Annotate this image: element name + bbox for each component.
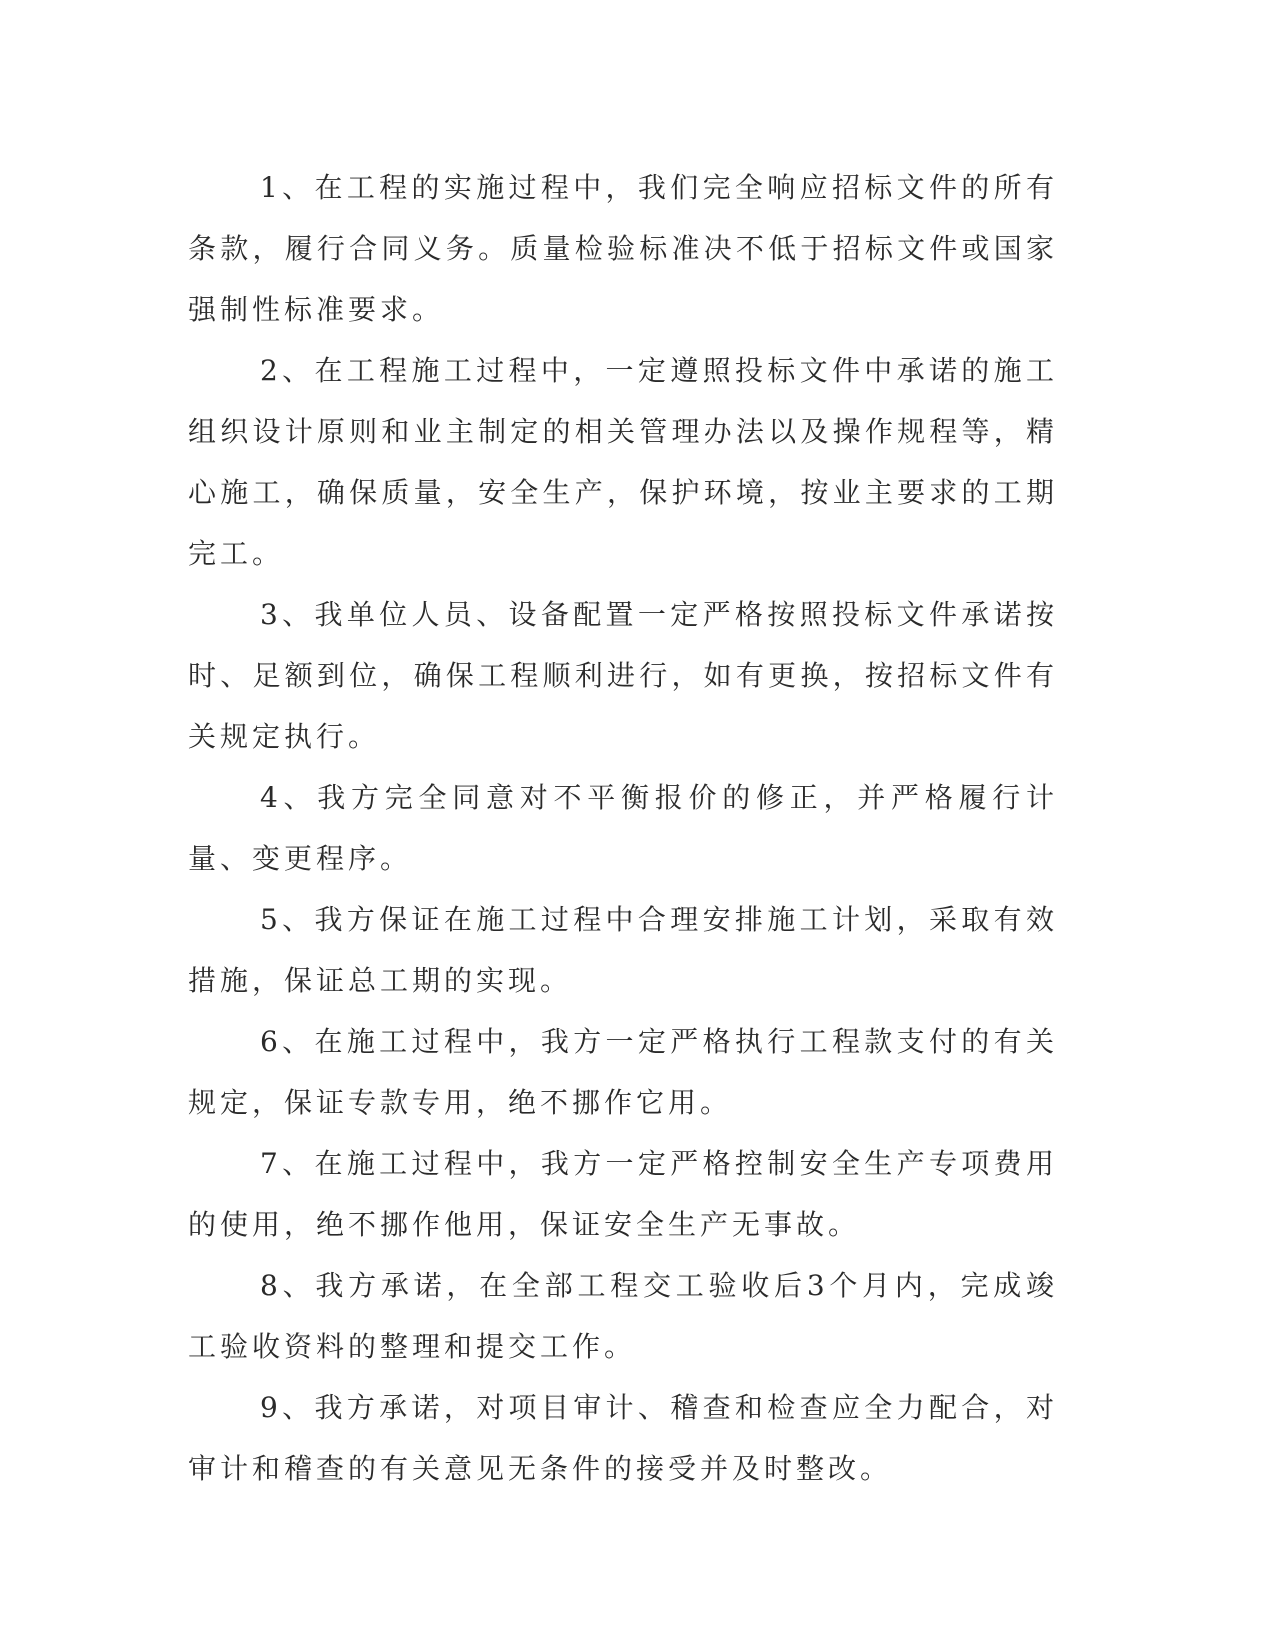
- paragraph-1: 1、在工程的实施过程中，我们完全响应招标文件的所有条款，履行合同义务。质量检验标准决不低于招标文件或国家强制性标准要求。: [188, 171, 1058, 326]
- paragraph-4: 4、我方完全同意对不平衡报价的修正，并严格履行计量、变更程序。: [188, 781, 1058, 875]
- document-body: [188, 157, 1058, 1499]
- paragraph-3: 3、我单位人员、设备配置一定严格按照投标文件承诺按时、足额到位，确保工程顺利进行，如有更换，按招标文件有关规定执行。: [188, 598, 1058, 753]
- paragraph-5: 5、我方保证在施工过程中合理安排施工计划，采取有效措施，保证总工期的实现。: [188, 903, 1058, 997]
- paragraph-8: 8、我方承诺，在全部工程交工验收后3个月内，完成竣工验收资料的整理和提交工作。: [188, 1269, 1058, 1363]
- paragraph-6: 6、在施工过程中，我方一定严格执行工程款支付的有关规定，保证专款专用，绝不挪作它用。: [188, 1025, 1058, 1119]
- paragraph-7: 7、在施工过程中，我方一定严格控制安全生产专项费用的使用，绝不挪作他用，保证安全生产无事故。: [188, 1147, 1058, 1241]
- paragraph-9: 9、我方承诺，对项目审计、稽查和检查应全力配合，对审计和稽查的有关意见无条件的接受并及时整改。: [188, 1391, 1058, 1485]
- paragraph-2: 2、在工程施工过程中，一定遵照投标文件中承诺的施工组织设计原则和业主制定的相关管理办法以及操作规程等，精心施工，确保质量，安全生产，保护环境，按业主要求的工期完工。: [188, 354, 1058, 570]
